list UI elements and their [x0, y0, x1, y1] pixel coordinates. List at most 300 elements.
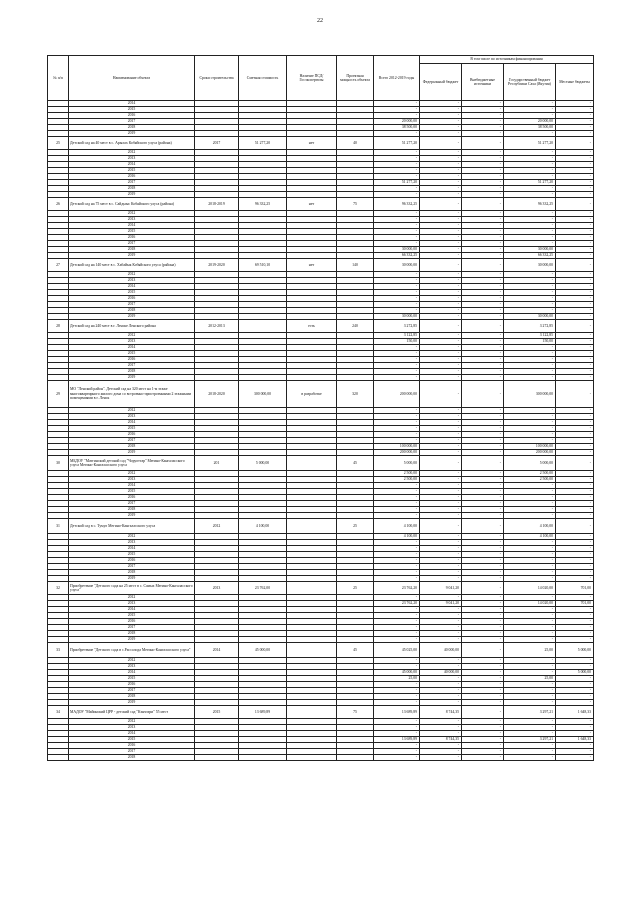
cell-total: - — [374, 308, 420, 314]
cell-year: 2016 — [69, 296, 195, 302]
cell-local: - — [556, 235, 594, 241]
cell-local: 1 648,33 — [556, 706, 594, 719]
cell-extra: - — [462, 420, 504, 426]
cell-local: - — [556, 150, 594, 156]
cell-state: - — [504, 150, 556, 156]
cell-local: - — [556, 731, 594, 737]
cell-name: Детский сад на 75 мест в с. Сайдыыс Кобяйского улуса (района) — [69, 198, 195, 211]
cell-local: - — [556, 186, 594, 192]
cell-federal: 8 744,35 — [420, 706, 462, 719]
cell-extra: - — [462, 375, 504, 381]
cell-extra: - — [462, 438, 504, 444]
cell-state: - — [504, 241, 556, 247]
col-header-extra: Внебюджетные источники — [462, 64, 504, 101]
cell-state: - — [504, 223, 556, 229]
cell-federal: - — [420, 320, 462, 333]
cell-state: 2 500,00 — [504, 471, 556, 477]
cell-state: - — [504, 192, 556, 198]
cell-total: - — [374, 688, 420, 694]
cell-local: 701,00 — [556, 582, 594, 595]
cell-local: - — [556, 426, 594, 432]
cell-term: 2012 — [195, 519, 239, 534]
cell-local: - — [556, 658, 594, 664]
table-group-header-row — [48, 56, 594, 64]
cell-total: - — [374, 725, 420, 731]
cell-capacity: 140 — [337, 259, 374, 272]
cell-local: - — [556, 546, 594, 552]
cell-year: 2016 — [69, 495, 195, 501]
cell-local: - — [556, 284, 594, 290]
cell-extra: - — [462, 253, 504, 259]
cell-empty — [48, 755, 69, 761]
cell-federal: - — [420, 107, 462, 113]
cell-year: 2015 — [69, 552, 195, 558]
cell-federal: 9 041,20 — [420, 582, 462, 595]
cell-local: - — [556, 345, 594, 351]
cell-federal: - — [420, 296, 462, 302]
cell-total: 100 000,00 — [374, 444, 420, 450]
cell-state: 300 000,00 — [504, 381, 556, 408]
cell-local: - — [556, 725, 594, 731]
cell-year: 2014 — [69, 607, 195, 613]
cell-local: - — [556, 625, 594, 631]
cell-state: 4 100,00 — [504, 519, 556, 534]
cell-extra: - — [462, 217, 504, 223]
cell-state: - — [504, 664, 556, 670]
col-header-local: Местные бюджеты — [556, 64, 594, 101]
cell-local: - — [556, 564, 594, 570]
cell-year: 2014 — [69, 670, 195, 676]
cell-federal: - — [420, 414, 462, 420]
cell-state: - — [504, 296, 556, 302]
cell-federal: - — [420, 180, 462, 186]
cell-total: - — [374, 156, 420, 162]
cell-state: - — [504, 168, 556, 174]
cell-total: 3 122,85 — [374, 333, 420, 339]
cell-local: - — [556, 664, 594, 670]
cell-capacity: 45 — [337, 643, 374, 658]
cell-federal: - — [420, 351, 462, 357]
cell-year: 2017 — [69, 501, 195, 507]
cell-cost — [239, 320, 287, 333]
cell-extra: - — [462, 198, 504, 211]
cell-state: - — [504, 113, 556, 119]
cell-total: - — [374, 631, 420, 637]
cell-local: - — [556, 694, 594, 700]
cell-federal: - — [420, 595, 462, 601]
cell-federal: - — [420, 156, 462, 162]
cell-local: - — [556, 501, 594, 507]
cell-extra: - — [462, 534, 504, 540]
cell-extra: - — [462, 501, 504, 507]
cell-state: - — [504, 682, 556, 688]
cell-extra: - — [462, 302, 504, 308]
cell-local: - — [556, 107, 594, 113]
cell-year: 2014 — [69, 162, 195, 168]
cell-total: - — [374, 483, 420, 489]
table-row-object — [48, 456, 594, 471]
cell-total: 30 000,00 — [374, 259, 420, 272]
cell-state: - — [504, 637, 556, 643]
cell-capacity: 25 — [337, 519, 374, 534]
table-row-object — [48, 259, 594, 272]
cell-total: 5 000,00 — [374, 456, 420, 471]
cell-year: 2016 — [69, 558, 195, 564]
cell-local: - — [556, 676, 594, 682]
cell-federal: - — [420, 253, 462, 259]
cell-state: 100 000,00 — [504, 444, 556, 450]
cell-federal: - — [420, 552, 462, 558]
cell-extra: - — [462, 737, 504, 743]
cell-federal: - — [420, 564, 462, 570]
col-header-total: Всего 2012-2019 годы — [374, 56, 420, 101]
cell-local: - — [556, 495, 594, 501]
cell-state: 3 297,21 — [504, 737, 556, 743]
cell-state: 30 000,00 — [504, 314, 556, 320]
cell-extra: - — [462, 247, 504, 253]
cell-extra: - — [462, 345, 504, 351]
cell-total: - — [374, 174, 420, 180]
cell-state: - — [504, 414, 556, 420]
cell-total: - — [374, 558, 420, 564]
cell-state: 2 500,00 — [504, 477, 556, 483]
cell-extra: - — [462, 483, 504, 489]
cell-state: 30 000,00 — [504, 247, 556, 253]
cell-federal: - — [420, 308, 462, 314]
cell-federal: - — [420, 113, 462, 119]
cell-federal: - — [420, 495, 462, 501]
cell-extra: - — [462, 101, 504, 107]
table-body — [48, 101, 594, 761]
cell-total: 20 000,00 — [374, 119, 420, 125]
cell-total: - — [374, 749, 420, 755]
cell-total: - — [374, 719, 420, 725]
cell-federal: - — [420, 357, 462, 363]
cell-state: - — [504, 101, 556, 107]
cell-year: 2018 — [69, 308, 195, 314]
cell-total: - — [374, 278, 420, 284]
cell-local: - — [556, 444, 594, 450]
cell-federal: 40 000,00 — [420, 643, 462, 658]
cell-year: 2012 — [69, 658, 195, 664]
cell-extra: - — [462, 631, 504, 637]
cell-local: - — [556, 613, 594, 619]
cell-state: - — [504, 369, 556, 375]
cell-year: 2018 — [69, 694, 195, 700]
cell-extra: - — [462, 670, 504, 676]
cell-state: - — [504, 552, 556, 558]
cell-local: - — [556, 229, 594, 235]
cell-federal: - — [420, 731, 462, 737]
cell-local: - — [556, 552, 594, 558]
col-header-federal: Федеральный бюджет — [420, 64, 462, 101]
cell-extra: - — [462, 595, 504, 601]
cell-federal: - — [420, 137, 462, 150]
cell-cost: 5 000,00 — [239, 456, 287, 471]
cell-local: 5 000,00 — [556, 670, 594, 676]
cell-local: - — [556, 489, 594, 495]
cell-total: 51 277,20 — [374, 180, 420, 186]
cell-total: - — [374, 700, 420, 706]
cell-num: 29 — [48, 381, 69, 408]
cell-local: - — [556, 408, 594, 414]
cell-year: 2013 — [69, 156, 195, 162]
cell-state: 38 500,00 — [504, 125, 556, 131]
cell-extra: - — [462, 495, 504, 501]
cell-name: Детский сад в с. Тумул Мегино-Кангаласского улуса — [69, 519, 195, 534]
cell-year: 2019 — [69, 192, 195, 198]
cell-extra: - — [462, 546, 504, 552]
cell-extra: - — [462, 174, 504, 180]
cell-local: - — [556, 631, 594, 637]
cell-state: - — [504, 284, 556, 290]
cell-year: 2014 — [69, 345, 195, 351]
cell-extra: - — [462, 450, 504, 456]
cell-total: - — [374, 357, 420, 363]
cell-name: МО "Ленский район". Детский сад на 320 мест на 1-м этаже многоквартирного жилого дома со встроенно-пристроенными 2 этажными помещениями в г. Ленск — [69, 381, 195, 408]
cell-local: - — [556, 217, 594, 223]
cell-local: - — [556, 314, 594, 320]
cell-local: - — [556, 519, 594, 534]
cell-local: - — [556, 743, 594, 749]
cell-total: - — [374, 426, 420, 432]
cell-extra: - — [462, 619, 504, 625]
cell-extra: - — [462, 223, 504, 229]
cell-extra: - — [462, 131, 504, 137]
cell-federal: - — [420, 444, 462, 450]
cell-extra: - — [462, 700, 504, 706]
cell-federal: - — [420, 755, 462, 761]
cell-year: 2019 — [69, 513, 195, 519]
cell-total: 23 762,20 — [374, 582, 420, 595]
cell-num: 32 — [48, 582, 69, 595]
cell-capacity: 320 — [337, 381, 374, 408]
cell-local: - — [556, 290, 594, 296]
cell-year: 2018 — [69, 755, 195, 761]
table-row-year — [48, 755, 594, 761]
cell-federal: - — [420, 682, 462, 688]
cell-cost: 96 332,25 — [239, 198, 287, 211]
cell-federal: - — [420, 534, 462, 540]
cell-term: 2012-2013 — [195, 320, 239, 333]
cell-local: - — [556, 682, 594, 688]
cell-cost: 69 510,10 — [239, 259, 287, 272]
cell-capacity: 40 — [337, 137, 374, 150]
cell-year: 2019 — [69, 576, 195, 582]
cell-extra: - — [462, 408, 504, 414]
cell-state: 14 020,00 — [504, 582, 556, 595]
cell-local: 1 648,33 — [556, 737, 594, 743]
cell-total: 45 000,00 — [374, 670, 420, 676]
cell-state: - — [504, 576, 556, 582]
cell-state: - — [504, 495, 556, 501]
cell-extra: - — [462, 351, 504, 357]
cell-year: 2016 — [69, 174, 195, 180]
cell-local: - — [556, 420, 594, 426]
cell-num: 25 — [48, 137, 69, 150]
cell-total: - — [374, 595, 420, 601]
cell-capacity: 25 — [337, 582, 374, 595]
cell-state: 30 000,00 — [504, 259, 556, 272]
cell-federal: - — [420, 125, 462, 131]
cell-state: 66 332,25 — [504, 253, 556, 259]
cell-total: - — [374, 420, 420, 426]
cell-federal: - — [420, 489, 462, 495]
cell-total: - — [374, 576, 420, 582]
col-header-psd: Наличие ПСД/ Госэкспертизы — [287, 56, 337, 101]
cell-extra: - — [462, 113, 504, 119]
cell-extra: - — [462, 658, 504, 664]
cell-federal: - — [420, 749, 462, 755]
cell-extra: - — [462, 296, 504, 302]
cell-state: - — [504, 755, 556, 761]
cell-state: - — [504, 107, 556, 113]
cell-extra: - — [462, 676, 504, 682]
cell-total: - — [374, 229, 420, 235]
cell-state: - — [504, 546, 556, 552]
cell-total: - — [374, 743, 420, 749]
cell-empty — [195, 755, 239, 761]
cell-local: - — [556, 308, 594, 314]
cell-extra: - — [462, 284, 504, 290]
cell-year: 2015 — [69, 676, 195, 682]
cell-federal: - — [420, 192, 462, 198]
cell-federal: - — [420, 174, 462, 180]
cell-extra: - — [462, 320, 504, 333]
cell-year: 2016 — [69, 619, 195, 625]
cell-extra: - — [462, 259, 504, 272]
cell-num: 27 — [48, 259, 69, 272]
cell-federal: - — [420, 743, 462, 749]
cell-federal: - — [420, 477, 462, 483]
cell-cost: 4 100,00 — [239, 519, 287, 534]
cell-state: - — [504, 426, 556, 432]
cell-psd: в разработке — [287, 381, 337, 408]
cell-federal: - — [420, 229, 462, 235]
cell-year: 2016 — [69, 743, 195, 749]
table-row-object — [48, 381, 594, 408]
cell-state: - — [504, 670, 556, 676]
cell-total: 51 277,20 — [374, 137, 420, 150]
cell-year: 2015 — [69, 290, 195, 296]
cell-federal: - — [420, 381, 462, 408]
cell-local: - — [556, 534, 594, 540]
cell-total: - — [374, 613, 420, 619]
cell-local: - — [556, 259, 594, 272]
cell-federal: - — [420, 631, 462, 637]
cell-local: - — [556, 351, 594, 357]
cell-state: - — [504, 625, 556, 631]
cell-extra: - — [462, 558, 504, 564]
cell-state: - — [504, 570, 556, 576]
cell-total: - — [374, 192, 420, 198]
cell-total: - — [374, 168, 420, 174]
cell-federal: - — [420, 513, 462, 519]
cell-federal: - — [420, 168, 462, 174]
cell-total: - — [374, 507, 420, 513]
cell-total: - — [374, 540, 420, 546]
cell-state: - — [504, 308, 556, 314]
cell-state: 5 000,00 — [504, 456, 556, 471]
cell-extra: - — [462, 613, 504, 619]
cell-state: 25,00 — [504, 676, 556, 682]
cell-num: 33 — [48, 643, 69, 658]
cell-local: - — [556, 192, 594, 198]
cell-extra: - — [462, 432, 504, 438]
cell-total: - — [374, 414, 420, 420]
cell-federal: - — [420, 278, 462, 284]
cell-year: 2013 — [69, 414, 195, 420]
cell-num: 34 — [48, 706, 69, 719]
cell-local: - — [556, 513, 594, 519]
cell-total: 3 272,85 — [374, 320, 420, 333]
cell-state: - — [504, 564, 556, 570]
cell-num: 28 — [48, 320, 69, 333]
cell-year: 2012 — [69, 719, 195, 725]
cell-capacity: 75 — [337, 706, 374, 719]
cell-name: Детский сад на 40 мест в с. Арылах Кобяйского улуса (района) — [69, 137, 195, 150]
cell-extra: - — [462, 211, 504, 217]
cell-psd — [287, 706, 337, 719]
cell-extra: - — [462, 552, 504, 558]
cell-local: - — [556, 619, 594, 625]
cell-year: 2016 — [69, 682, 195, 688]
cell-total: - — [374, 296, 420, 302]
cell-year: 2019 — [69, 131, 195, 137]
cell-extra: - — [462, 314, 504, 320]
cell-extra: - — [462, 369, 504, 375]
cell-year: 2012 — [69, 595, 195, 601]
cell-extra: - — [462, 725, 504, 731]
cell-total: - — [374, 438, 420, 444]
cell-federal: - — [420, 546, 462, 552]
cell-local: - — [556, 162, 594, 168]
cell-total: - — [374, 570, 420, 576]
cell-term: 2018-2019 — [195, 198, 239, 211]
cell-state: - — [504, 438, 556, 444]
cell-extra: - — [462, 156, 504, 162]
col-header-state: Государственный бюджет Республики Саха (Якутия) — [504, 64, 556, 101]
cell-federal: - — [420, 150, 462, 156]
cell-total: - — [374, 637, 420, 643]
cell-psd — [287, 519, 337, 534]
cell-year: 2018 — [69, 125, 195, 131]
cell-federal: - — [420, 432, 462, 438]
cell-year: 2012 — [69, 333, 195, 339]
cell-total: - — [374, 625, 420, 631]
cell-total: - — [374, 619, 420, 625]
cell-total: 13 689,89 — [374, 737, 420, 743]
cell-state: - — [504, 719, 556, 725]
cell-federal: - — [420, 272, 462, 278]
cell-local: - — [556, 432, 594, 438]
cell-federal: - — [420, 483, 462, 489]
cell-local: - — [556, 320, 594, 333]
cell-year: 2019 — [69, 637, 195, 643]
cell-total: - — [374, 284, 420, 290]
cell-state: 150,00 — [504, 339, 556, 345]
cell-extra: - — [462, 168, 504, 174]
cell-local: - — [556, 477, 594, 483]
cell-total: 38 500,00 — [374, 125, 420, 131]
cell-extra: - — [462, 241, 504, 247]
cell-federal: - — [420, 284, 462, 290]
cell-year: 2013 — [69, 477, 195, 483]
cell-state: - — [504, 408, 556, 414]
cell-state: - — [504, 489, 556, 495]
cell-federal: - — [420, 363, 462, 369]
cell-empty — [337, 755, 374, 761]
